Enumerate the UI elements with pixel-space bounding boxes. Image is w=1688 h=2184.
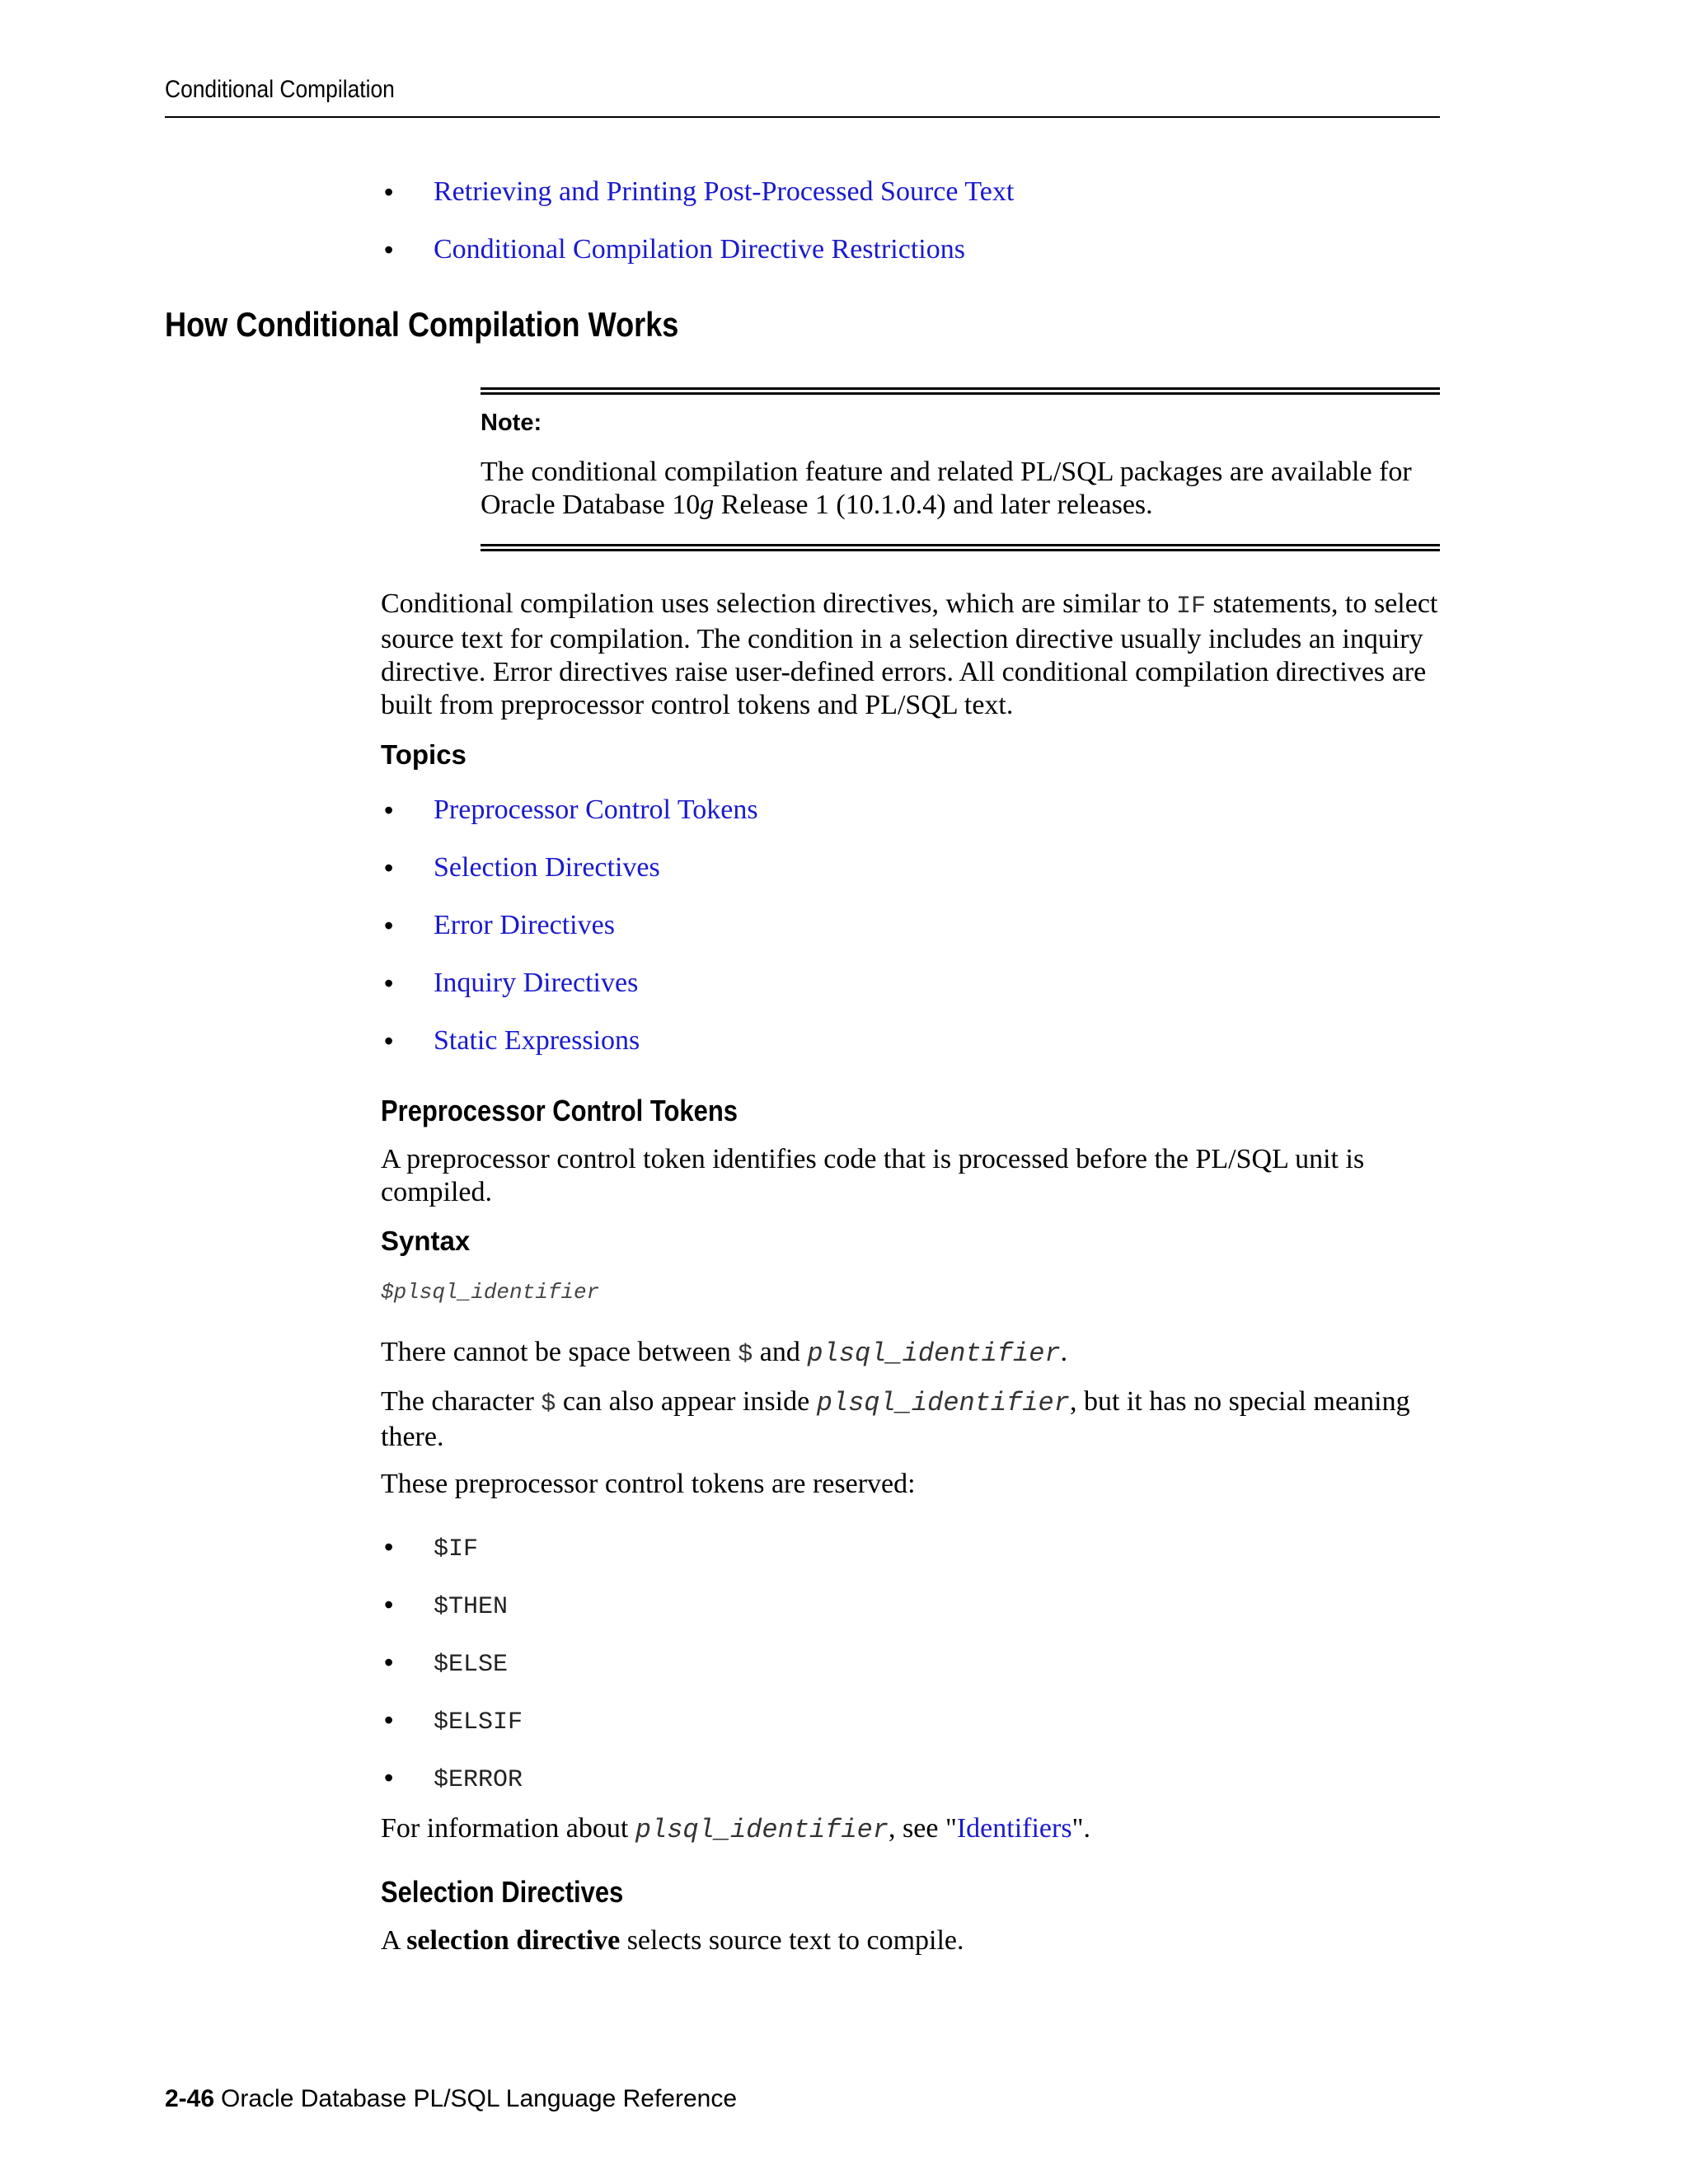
bullet-icon: • [384, 795, 394, 825]
link-error-directives[interactable]: Error Directives [434, 910, 615, 940]
section-title: How Conditional Compilation Works [165, 305, 679, 344]
list-item [381, 1704, 1444, 1761]
link-static-expressions[interactable]: Static Expressions [434, 1025, 640, 1056]
reserved-token: $ELSE [434, 1651, 509, 1679]
reserved-token: $IF [434, 1535, 479, 1563]
intro-paragraph: Conditional compilation uses selection directives, which are similar to IF statements, to select source text for compilation. The condition in a selection directive usually includes an inquiry directive. Error directives raise user-defined errors. All conditional compilation directives are built from preprocessor control tokens and PL/SQL text. [381, 588, 1438, 720]
list-item [381, 176, 1444, 233]
list-item [381, 794, 1444, 851]
bullet-icon: • [384, 1026, 394, 1056]
reserved-token: $ELSIF [434, 1708, 523, 1736]
topics-list [381, 794, 1444, 1082]
link-selection-directives[interactable]: Selection Directives [434, 852, 660, 883]
book-title: Oracle Database PL/SQL Language Reference [221, 2085, 738, 2112]
reserved-intro: These preprocessor control tokens are reserved: [381, 1469, 916, 1499]
note-label: Note: [481, 410, 542, 436]
bullet-icon: • [384, 1590, 394, 1619]
link-retrieving-source-text[interactable]: Retrieving and Printing Post-Processed Source Text [434, 176, 1015, 207]
bullet-icon: • [384, 968, 394, 998]
list-item [381, 1530, 1444, 1588]
selection-paragraph: A selection directive selects source text to compile. [381, 1925, 964, 1956]
bullet-icon: • [384, 853, 394, 883]
reserved-token: $ERROR [434, 1766, 523, 1794]
link-preprocessor-control-tokens[interactable]: Preprocessor Control Tokens [434, 794, 758, 825]
bullet-icon: • [384, 235, 394, 265]
bullet-icon: • [384, 1763, 394, 1793]
bullet-icon: • [384, 1532, 394, 1562]
page-footer [165, 2085, 737, 2113]
selection-heading: Selection Directives [381, 1875, 624, 1909]
list-item [381, 909, 1444, 967]
bullet-icon: • [384, 1647, 394, 1677]
preprocessor-description: A preprocessor control token identifies code that is processed before the PL/SQL unit is compiled. [381, 1144, 1365, 1207]
link-inquiry-directives[interactable]: Inquiry Directives [434, 968, 639, 998]
list-item [381, 1761, 1444, 1819]
info-paragraph: For information about plsql_identifier, see "Identifiers". [381, 1813, 1090, 1845]
preprocessor-heading: Preprocessor Control Tokens [381, 1094, 738, 1127]
link-identifiers[interactable]: Identifiers [956, 1813, 1072, 1844]
note-text: The conditional compilation feature and related PL/SQL packages are available for Oracle Database 10g Release 1 (10.1.0.4) and later releases. [481, 457, 1412, 520]
topics-heading: Topics [381, 739, 467, 770]
running-header: Conditional Compilation [165, 76, 395, 103]
space-rule-paragraph: There cannot be space between $ and plsql_identifier. [381, 1337, 1068, 1369]
reserved-token: $THEN [434, 1593, 509, 1621]
page-number: 2-46 [165, 2085, 215, 2112]
char-rule-paragraph: The character $ can also appear inside plsql_identifier, but it has no special meaning there. [381, 1386, 1410, 1452]
bullet-icon: • [384, 1705, 394, 1735]
syntax-heading: Syntax [381, 1226, 471, 1256]
list-item [381, 1646, 1444, 1704]
list-item [381, 1024, 1444, 1082]
link-directive-restrictions[interactable]: Conditional Compilation Directive Restrictions [434, 234, 965, 265]
reserved-tokens-list [381, 1530, 1444, 1819]
syntax-code: $plsql_identifier [381, 1280, 600, 1305]
list-item [381, 233, 1444, 291]
bullet-icon: • [384, 911, 394, 940]
list-item [381, 851, 1444, 909]
bullet-icon: • [384, 177, 394, 207]
header-rule [165, 116, 1440, 118]
top-links-list [381, 176, 1444, 291]
list-item [381, 967, 1444, 1024]
note-bottom-rule [481, 544, 1440, 551]
note-top-rule [481, 387, 1440, 395]
list-item [381, 1588, 1444, 1646]
